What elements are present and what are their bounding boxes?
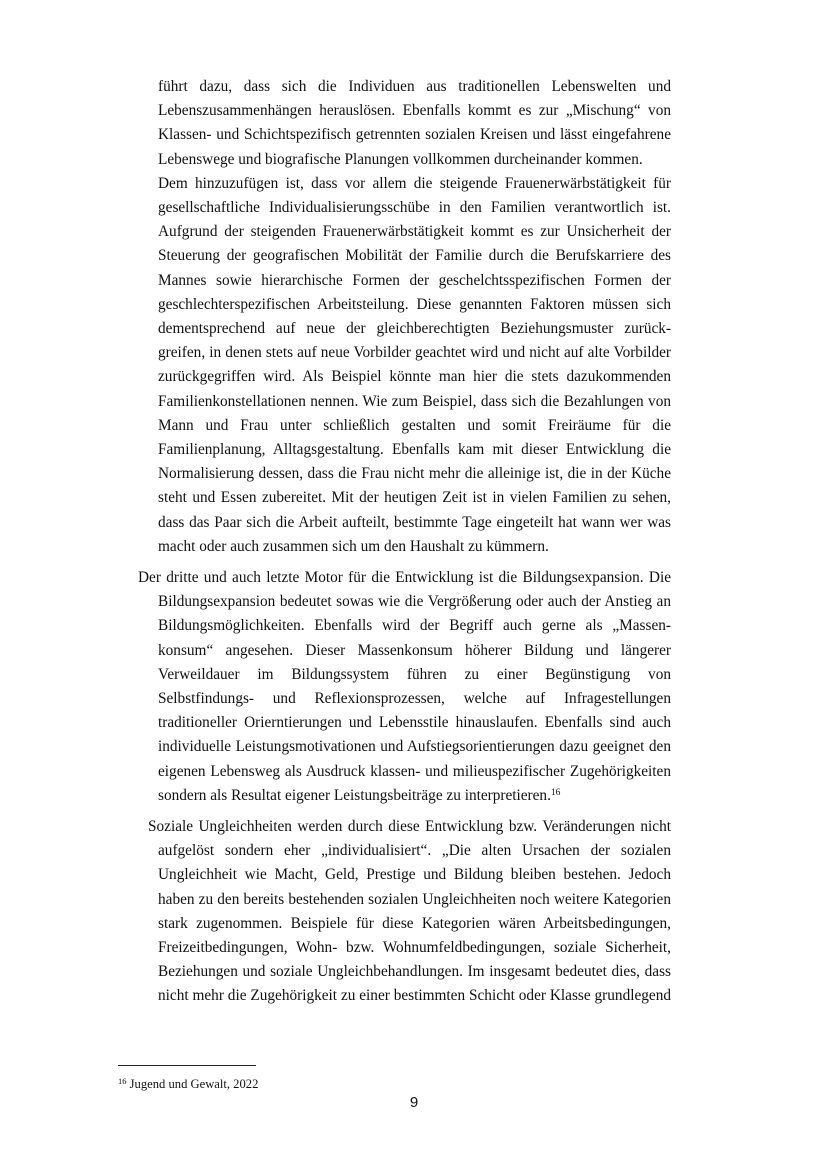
text-line: Familienkonstellationen nennen. Wie zum Beispiel, dass sich die Bezahlungen von [158,392,671,410]
page-number: 9 [409,1094,419,1111]
text-line: Mannes sowie hierarchische Formen der geschelchtsspezifischen Formen der [158,271,671,289]
text-line-with-footnote [158,784,671,808]
text-line: greifen, in denen stets auf neue Vorbilder geachtet wird und nicht auf alte Vorbilder [158,344,671,362]
footnote-text: Jugend und Gewalt, 2022 [129,1077,259,1091]
footnote-separator [118,1065,256,1066]
text-line: stark zugenommen. Beispiele für diese Kategorien wären Arbeitsbedingungen, [158,914,671,932]
footnote [118,1076,258,1092]
text-line: aufgelöst sondern eher „individualisiert“. „Die alten Ursachen der sozialen [158,842,671,860]
text-line: Aufgrund der steigenden Frauenerwärbstätigkeit kommt es zur Unsicherheit der [158,223,671,241]
text-line: sondern als Resultat eigener Leistungsbeiträge zu interpretieren. [158,786,551,804]
text-line: Normalisierung dessen, dass die Frau nicht mehr die alleinige ist, die in der Küche [158,465,671,483]
paragraph-start-line: Der dritte und auch letzte Motor für die Entwicklung ist die Bildungsexpansion. Die [138,569,671,586]
text-line: Ungleichheit wie Macht, Geld, Prestige und Bildung bleiben bestehen. Jedoch [158,866,671,884]
text-line: Steuerung der geografischen Mobilität der Familie durch die Berufskarriere des [158,247,671,265]
text-line: traditioneller Orierntierungen und Lebensstile hinauslaufen. Ebenfalls sind auch [158,714,671,732]
text-line: geschlechterspezifischen Arbeitsteilung. Diese genannten Faktoren müssen sich [158,295,671,313]
text-line: Dem hinzuzufügen ist, dass vor allem die steigende Frauenerwärbstätigkeit für [158,174,671,192]
footnote-reference: 16 [550,787,561,798]
text-line: Beziehungen und soziale Ungleichbehandlungen. Im insgesamt bedeutet dies, dass [158,963,671,981]
text-line: nicht mehr die Zugehörigkeit zu einer bestimmten Schicht oder Klasse grundlegend [158,987,671,1005]
text-line: Klassen- und Schichtspezifisch getrennten sozialen Kreisen und lässt eingefahrene [158,126,671,144]
text-line: dass das Paar sich die Arbeit aufteilt, bestimmte Tage eingeteilt hat wann wer was [158,513,671,531]
text-line: dementsprechend auf neue der gleichberechtigten Beziehungsmuster zurück- [158,320,671,337]
text-line: gesellschaftliche Individualisierungsschübe in den Familien verantwortlich ist. [158,199,671,216]
text-line: Familienplanung, Alltagsgestaltung. Ebenfalls kam mit dieser Entwicklung die [158,441,671,458]
text-line: haben zu den bereits bestehenden sozialen Ungleichheiten noch weitere Kategorien [158,890,671,908]
text-line: Mann und Frau unter schließlich gestalten und somit Freiräume für die [158,416,671,434]
paragraph-start-line: Soziale Ungleichheiten werden durch diese Entwicklung bzw. Veränderungen nicht [148,818,671,835]
text-line: führt dazu, dass sich die Individuen aus traditionellen Lebenswelten und [158,78,671,95]
text-line: individuelle Leistungsmotivationen und Aufstiegsorientierungen dazu geeignet den [158,738,671,756]
text-line: macht oder auch zusammen sich um den Haushalt zu kümmern. [158,537,549,555]
text-line: Freizeitbedingungen, Wohn- bzw. Wohnumfeldbedingungen, soziale Sicherheit, [158,939,671,956]
text-line: Bildungsexpansion bedeutet sowas wie die Vergrößerung oder auch der Anstieg an [158,593,671,611]
text-line: eigenen Lebensweg als Ausdruck klassen- und milieuspezifischer Zugehörigkeiten [158,762,671,780]
text-line: Lebenszusammenhängen herauslösen. Ebenfalls kommt es zur „Mischung“ von [158,102,671,120]
text-line: Selbstfindungs- und Reflexionsprozessen, welche auf Infragestellungen [158,690,671,707]
text-line: zurückgegriffen wird. Als Beispiel könnte man hier die stets dazukommenden [158,368,671,386]
text-line: Verweildauer im Bildungssystem führen zu einer Begünstigung von [158,665,671,683]
footnote-number: 16 [118,1076,127,1086]
text-line: steht und Essen zubereitet. Mit der heutigen Zeit ist in vielen Familien zu sehen, [158,489,671,507]
text-line: Lebenswege und biografische Planungen vollkommen durcheinander kommen. [158,150,643,168]
text-line: Bildungsmöglichkeiten. Ebenfalls wird der Begriff auch gerne als „Massen- [158,617,671,635]
text-line: konsum“ angesehen. Dieser Massenkonsum höherer Bildung und längerer [158,641,671,659]
